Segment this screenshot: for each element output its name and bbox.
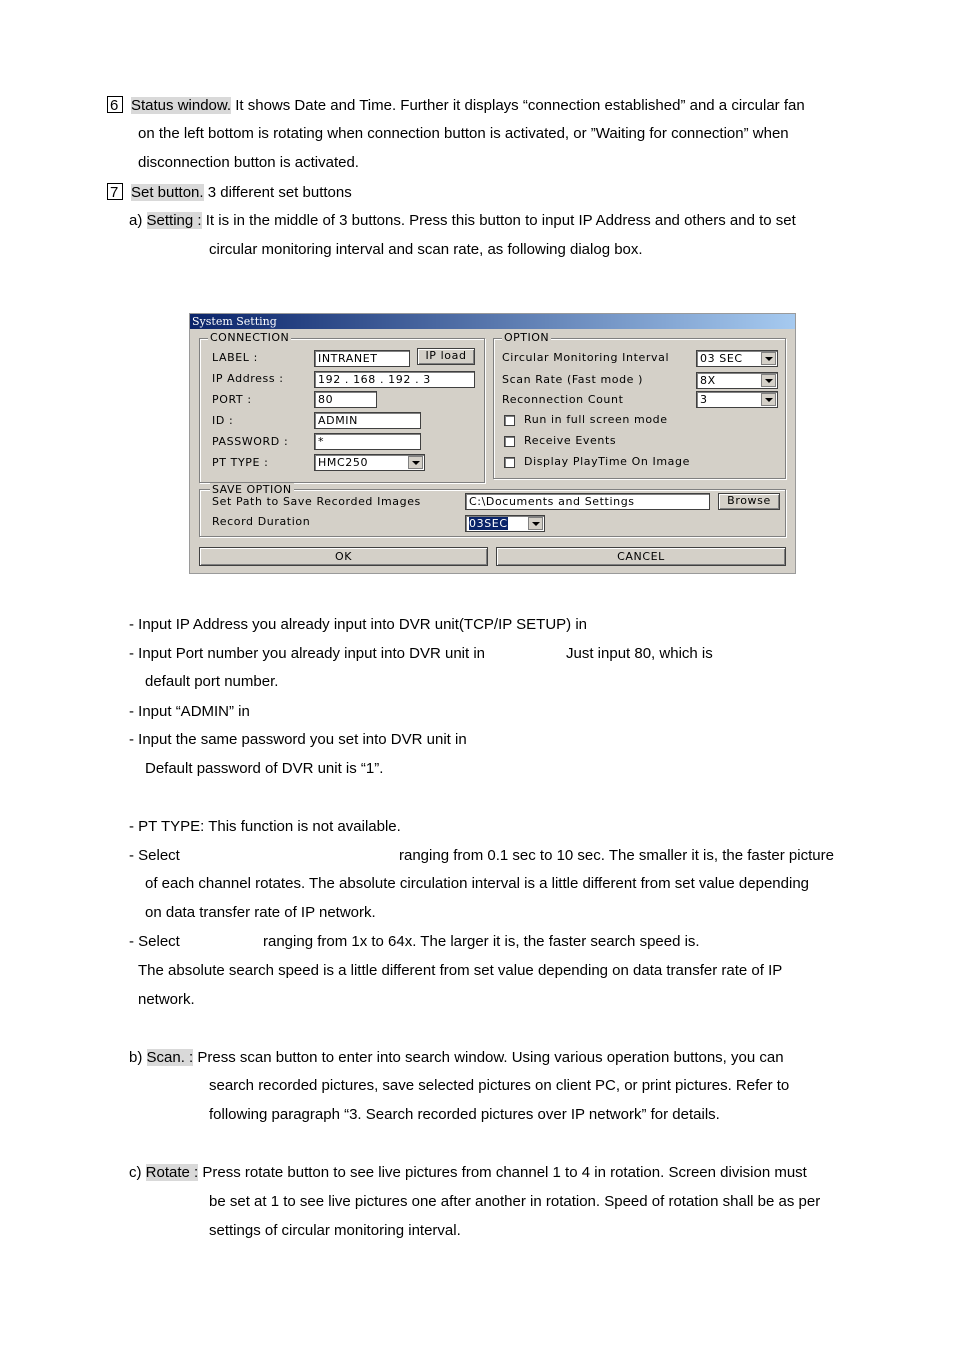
note-select-1a: - Select [129,847,180,864]
pt-type-value: HMC250 [318,456,369,469]
item-6-line-1 [107,96,805,115]
system-setting-dialog [189,313,796,574]
note-select-2b: ranging from 1x to 64x. The larger it is, the faster search speed is. [263,933,700,950]
id-label: ID : [212,414,234,427]
note-password-a: - Input the same password you set into DVR unit in [129,731,467,748]
reconnect-value: 3 [700,393,708,406]
save-option-title: SAVE OPTION [212,483,292,496]
item-7-line [107,183,352,202]
ip-load-button[interactable]: IP load [417,348,475,365]
scan-line-3: following paragraph “3. Search recorded pictures over IP network” for details. [209,1106,720,1123]
playtime-checkbox[interactable] [504,457,515,468]
reconnect-label: Reconnection Count [502,393,624,406]
ip-address-input[interactable]: 192 . 168 . 192 . 3 [314,371,475,388]
ip-address-label: IP Address : [212,372,284,385]
scan-rate-label: Scan Rate (Fast mode ) [502,373,644,386]
events-label: Receive Events [524,434,617,447]
item-text: 3 different set buttons [203,184,352,201]
rotate-line-2: be set at 1 to see live pictures one after another in rotation. Speed of rotation shall be as per [209,1193,821,1210]
rotate-text: Press rotate button to see live pictures from channel 1 to 4 in rotation. Screen division must [198,1164,807,1181]
label-input[interactable]: INTRANET [314,350,410,367]
setting-text: It is in the middle of 3 buttons. Press this button to input IP Address and others and to set [201,212,796,229]
chevron-down-icon[interactable] [761,352,776,365]
item-6-line-3: disconnection button is activated. [138,154,359,171]
duration-select[interactable] [465,515,545,532]
chevron-down-icon[interactable] [761,393,776,406]
note-pt-type: - PT TYPE: This function is not available. [129,818,401,835]
option-group-title: OPTION [504,331,550,344]
duration-label: Record Duration [212,515,311,528]
item-number: 6 [107,96,123,113]
note-ip: - Input IP Address you already input into DVR unit(TCP/IP SETUP) in [129,616,587,633]
fullscreen-label: Run in full screen mode [524,413,668,426]
path-label: Set Path to Save Recorded Images [212,495,421,508]
item-number: 7 [107,183,123,200]
setting-heading: Setting : [146,212,202,229]
rotate-line-1 [129,1164,807,1182]
browse-button[interactable]: Browse [718,493,780,510]
item-heading: Set button. [131,184,204,201]
list-prefix: c) [129,1164,146,1181]
interval-select[interactable] [696,350,778,367]
label-label: LABEL : [212,351,258,364]
list-prefix: b) [129,1049,147,1066]
setting-line-2: circular monitoring interval and scan rate, as following dialog box. [209,241,643,258]
interval-value: 03 SEC [700,352,743,365]
note-admin: - Input “ADMIN” in [129,703,250,720]
note-select-2c: The absolute search speed is a little different from set value depending on data transfer rate of IP [138,962,783,979]
setting-line-1 [129,212,796,230]
note-port-a: - Input Port number you already input into DVR unit in [129,645,486,662]
scan-heading: Scan. : [146,1049,194,1066]
dialog-title-bar: System Setting [190,314,795,329]
chevron-down-icon[interactable] [528,517,543,530]
note-select-1c: of each channel rotates. The absolute circulation interval is a little different from set value depending [145,875,810,892]
events-checkbox[interactable] [504,436,515,447]
scan-rate-select[interactable] [696,372,778,389]
note-select-1b: ranging from 0.1 sec to 10 sec. The smaller it is, the faster picture [399,847,834,864]
rotate-line-3: settings of circular monitoring interval. [209,1222,461,1239]
duration-value: 03SEC [469,517,508,530]
port-input[interactable]: 80 [314,391,377,408]
reconnect-select[interactable] [696,391,778,408]
port-label: PORT : [212,393,252,406]
note-select-1d: on data transfer rate of IP network. [145,904,376,921]
chevron-down-icon[interactable] [761,374,776,387]
pt-type-label: PT TYPE : [212,456,269,469]
item-heading: Status window. [131,97,232,114]
connection-group-title: CONNECTION [210,331,290,344]
path-input[interactable]: C:\Documents and Settings [465,493,710,510]
scan-line-2: search recorded pictures, save selected pictures on client PC, or print pictures. Refer to [209,1077,790,1094]
password-input[interactable]: * [314,433,421,450]
note-password-b: Default password of DVR unit is “1”. [145,760,384,777]
scan-line-1 [129,1049,784,1067]
scan-rate-value: 8X [700,374,716,387]
rotate-heading: Rotate : [145,1164,199,1181]
fullscreen-checkbox[interactable] [504,415,515,426]
note-port-c: default port number. [145,673,279,690]
password-label: PASSWORD : [212,435,289,448]
item-6-line-2: on the left bottom is rotating when connection button is activated, or ”Waiting for connection” when [138,125,789,142]
cancel-button[interactable]: CANCEL [496,547,786,566]
interval-label: Circular Monitoring Interval [502,351,670,364]
scan-text: Press scan button to enter into search window. Using various operation buttons, you can [193,1049,784,1066]
item-text: It shows Date and Time. Further it displays “connection established” and a circular fan [231,97,805,114]
playtime-label: Display PlayTime On Image [524,455,690,468]
note-select-2a: - Select [129,933,180,950]
list-prefix: a) [129,212,147,229]
id-input[interactable]: ADMIN [314,412,421,429]
note-port-b: Just input 80, which is [566,645,713,662]
chevron-down-icon[interactable] [408,456,423,469]
pt-type-select[interactable] [314,454,425,471]
note-select-2d: network. [138,991,195,1008]
ok-button[interactable]: OK [199,547,488,566]
